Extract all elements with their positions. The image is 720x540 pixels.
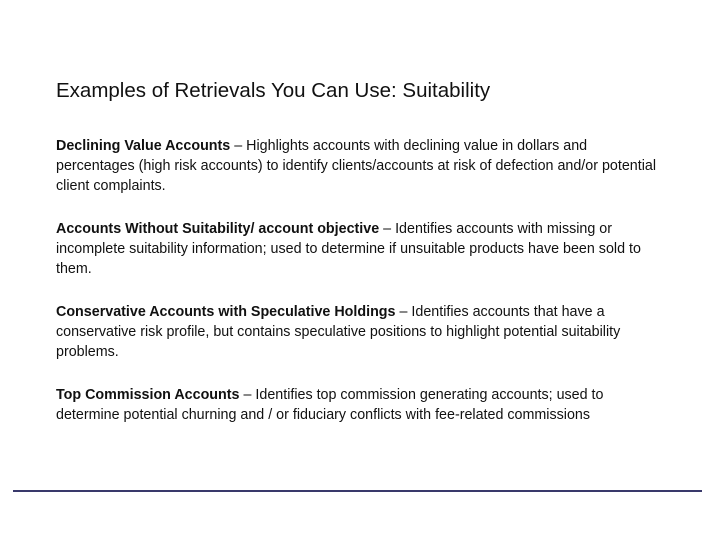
slide-title: Examples of Retrievals You Can Use: Suitability — [56, 79, 491, 102]
item-term: Accounts Without Suitability/ account objective — [56, 221, 380, 237]
item-term: Declining Value Accounts — [56, 138, 231, 154]
footer-divider — [13, 490, 702, 492]
retrieval-list — [56, 136, 656, 425]
item-description: – Identifies top commission generating accounts; used to determine potential churning and / or fiduciary conflicts with fee-related commissions — [56, 387, 604, 423]
item-term: Top Commission Accounts — [56, 387, 240, 403]
item-term: Conservative Accounts with Speculative Holdings — [56, 304, 396, 320]
list-item — [56, 385, 656, 425]
list-item — [56, 136, 656, 196]
item-description: – Identifies accounts with missing or incomplete suitability information; used to determine if unsuitable products have been sold to them. — [56, 221, 641, 277]
list-item — [56, 302, 656, 362]
item-description: – Highlights accounts with declining value in dollars and percentages (high risk accounts) to identify clients/accounts at risk of defection and/or potential client complaints. — [56, 138, 657, 194]
item-description: – Identifies accounts that have a conservative risk profile, but contains speculative positions to highlight potential suitability problems. — [56, 304, 621, 360]
list-item — [56, 219, 656, 279]
